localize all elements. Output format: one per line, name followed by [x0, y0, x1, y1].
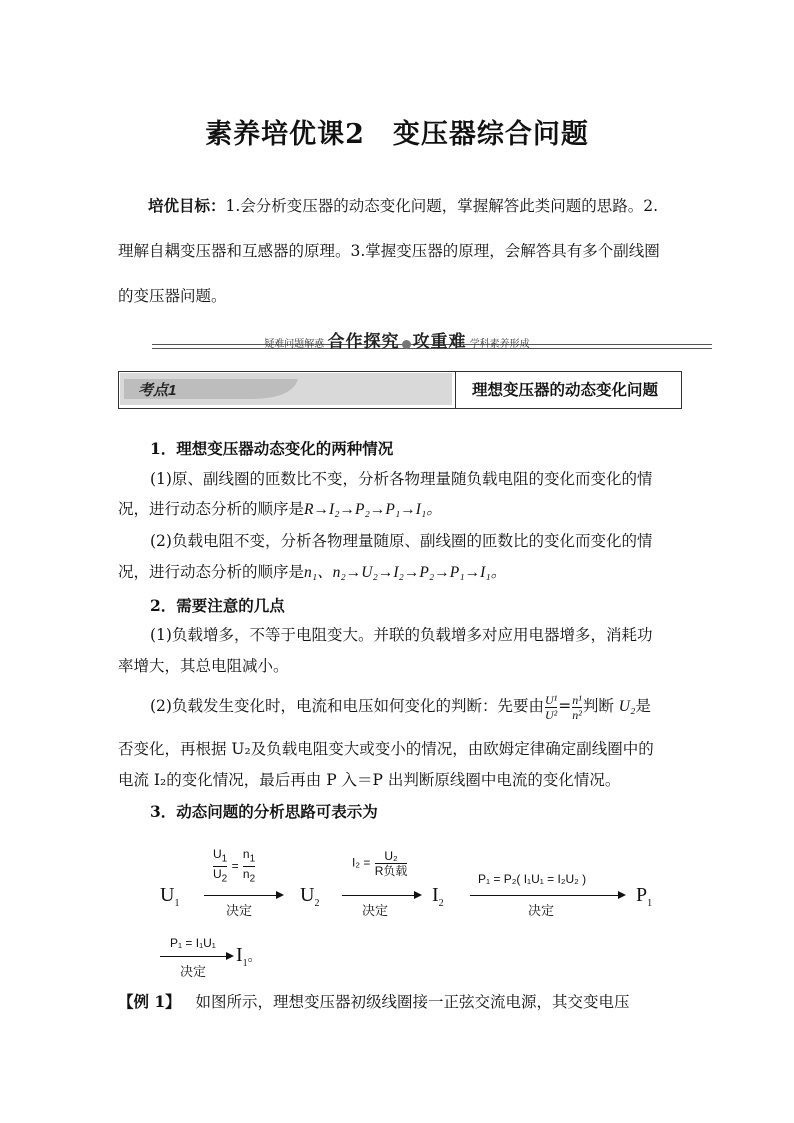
flow-node-i2: $I_2$	[432, 884, 444, 909]
example-label: 【例 1】	[118, 992, 181, 1011]
flow-decide-2: 决定	[362, 903, 389, 918]
flow-arrowhead-4	[226, 952, 234, 960]
banner-center-1: 合作探究	[327, 332, 400, 352]
goal-line-1: 培优目标：1.会分析变压器的动态变化问题，掌握解答此类问题的思路。2.	[148, 196, 659, 215]
flow-cond-2: I₂ = $\frac{\text{U₂}}{\text{R负载}}$	[352, 849, 408, 878]
flow-arrow-3	[470, 895, 618, 896]
s2-p1-line1: (1)负载增多，不等于电阻变大。并联的负载增多对应用电器增多，消耗功	[150, 626, 653, 644]
kaodian-title: 理想变压器的动态变化问题	[472, 380, 659, 399]
flow-arrow-1	[204, 895, 276, 896]
banner-right: 学科素养形成	[469, 339, 530, 350]
s1-p2-line2: 况，进行动态分析的顺序是n₁、n₂→U₂→I₂→P₂→P₁→I₁。	[118, 563, 507, 581]
goal-line-2: 理解自耦变压器和互感器的原理。3.掌握变压器的原理，会解答具有多个副线圈	[118, 242, 660, 260]
banner-center-2: 攻重难	[412, 332, 467, 352]
example-text: 如图所示，理想变压器初级线圈接一正弦交流电源，其交变电压	[195, 993, 630, 1011]
s1-p1-line1: (1)原、副线圈的匝数比不变，分析各物理量随负载电阻的变化而变化的情	[150, 470, 653, 488]
s1-p1-sequence: R→I₂→P₂→P₁→I₁。	[304, 501, 442, 518]
example-1	[118, 992, 688, 1012]
banner-left: 疑难问题解惑	[264, 339, 325, 350]
ratio-fraction-u: $\frac{\text{U¹}}{\text{U²}}$	[544, 692, 558, 722]
goal-line-3: 的变压器问题。	[118, 287, 227, 305]
flow-arrow-4	[160, 956, 226, 957]
section3-heading: 3．动态问题的分析思路可表示为	[150, 802, 378, 821]
s1-p2-line1: (2)负载电阻不变，分析各物理量随原、副线圈的匝数比的变化而变化的情	[150, 532, 653, 550]
flow-arrowhead-1	[276, 891, 284, 899]
flow-decide-4: 决定	[180, 964, 207, 979]
section2-heading: 2．需要注意的几点	[150, 596, 285, 615]
s1-p2-sequence: n₁、n₂→U₂→I₂→P₂→P₁→I₁。	[304, 564, 507, 581]
flow-decide-3: 决定	[528, 903, 555, 918]
ratio-fraction-n: $\frac{\text{n¹}}{\text{n²}}$	[572, 692, 582, 722]
flow-decide-1: 决定	[226, 903, 253, 918]
kaodian-label: 考点1	[138, 382, 177, 399]
s2-p1-line2: 率增大，其总电阻减小。	[118, 657, 289, 675]
goal-label: 培优目标：	[148, 196, 226, 215]
s2-p2-line3: 电流 I₂的变化情况，最后再由 P 入＝P 出判断原线圈中电流的变化情况。	[118, 771, 621, 789]
page-title: 素养培优课2 变压器综合问题	[205, 119, 589, 150]
flow-cond-3: P₁ = P₂( I₁U₁ = I₂U₂ )	[478, 872, 587, 886]
flow-arrowhead-3	[618, 891, 626, 899]
flow-node-p1: $P_1$	[636, 884, 653, 909]
flow-arrow-2	[342, 895, 414, 896]
s2-p2-line1: (2)负载发生变化时，电流和电压如何变化的判断：先要由 $\frac{\text{U¹}}{\text{U²}}$ = $\frac{\text{n¹}}{\text{n²}}$ 判断 U₂是	[150, 692, 651, 722]
section1-heading: 1．理想变压器动态变化的两种情况	[150, 439, 394, 458]
flow-cond-4: P₁ = I₁U₁	[170, 936, 216, 950]
flow-node-u2: $U_2$	[300, 884, 320, 909]
flow-cond-1: $\frac{U_1}{U_2}$ = $\frac{n_1}{n_2}$	[213, 847, 256, 885]
flow-arrowhead-2	[414, 891, 422, 899]
flow-node-i1: $I_1$。	[236, 944, 262, 969]
s1-p1-line2: 况，进行动态分析的顺序是R→I₂→P₂→P₁→I₁。	[118, 500, 442, 518]
s2-p2-line2: 否变化，再根据 U₂及负载电阻变大或变小的情况，由欧姆定律确定副线圈中的	[118, 740, 654, 758]
flow-node-u1: $U_1$	[160, 884, 180, 909]
